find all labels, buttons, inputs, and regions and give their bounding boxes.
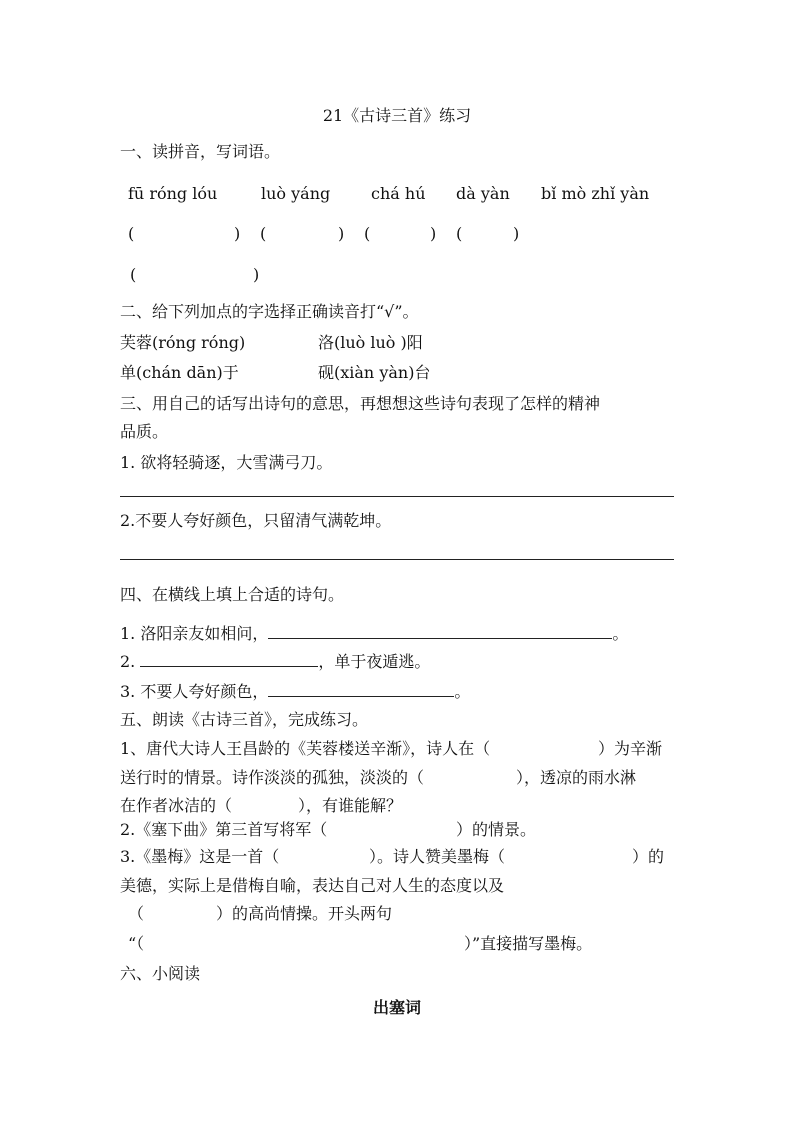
section-5-heading: 五、朗读《古诗三首》，完成练习。 [120, 710, 369, 729]
choice-luo: 洛(luò luò )阳 [318, 333, 423, 352]
fill-4-1-prefix: 1. 洛阳亲友如相问， [120, 624, 269, 643]
q5-2-a: 2.《塞下曲》第三首写将军（ [120, 820, 328, 839]
q5-1-line-3b: ），有谁能解？ [298, 796, 403, 815]
q5-2-b: ）的情景。 [456, 820, 537, 839]
q5-1-line-3a: 在作者冰洁的（ [120, 796, 233, 815]
pinyin-3: chá hú [371, 184, 426, 203]
answer-box-3-close: ) [430, 224, 437, 243]
fill-blank-4-2 [140, 651, 318, 667]
answer-box-5-close: ) [253, 265, 260, 284]
answer-box-3-open: ( [364, 224, 371, 243]
answer-box-2-close: ) [338, 224, 345, 243]
q5-3-line-3b: ）的高尚情操。开头两句 [216, 904, 393, 923]
fill-4-2-prefix: 2. [120, 652, 141, 671]
question-3-1: 1. 欲将轻骑逐，大雪满弓刀。 [120, 453, 333, 472]
answer-box-4-open: ( [456, 224, 463, 243]
q5-3-line-1a: 3.《墨梅》这是一首（ [120, 847, 280, 866]
answer-line-3-1 [120, 496, 674, 497]
choice-rong: 芙蓉(róng róng) [120, 333, 246, 352]
q5-1-line-2a: 送行时的情景。诗作淡淡的孤独，淡淡的（ [120, 768, 425, 787]
pinyin-1: fū róng lóu [128, 184, 218, 203]
fill-4-3-prefix: 3. 不要人夸好颜色， [120, 682, 269, 701]
choice-chan: 单(chán dān)于 [120, 363, 239, 382]
fill-4-1-suffix: 。 [612, 624, 629, 643]
fill-line-4-2 [120, 651, 430, 672]
q5-3-line-2: 美德，实际上是借梅自喻，表达自己对人生的态度以及 [120, 876, 505, 895]
q5-3-line-1b: ）。诗人赞美墨梅（ [369, 847, 506, 866]
choice-yan: 砚(xiàn yàn)台 [318, 363, 431, 382]
page-title: 21《古诗三首》练习 [322, 106, 472, 125]
pinyin-5: bǐ mò zhǐ yàn [541, 184, 650, 203]
fill-4-3-suffix: 。 [454, 682, 471, 701]
section-1-heading: 一、读拼音，写词语。 [120, 142, 281, 161]
q5-3-line-3a: （ [128, 904, 145, 923]
answer-box-1-open: ( [128, 224, 135, 243]
q5-1-line-1a: 1、唐代大诗人王昌龄的《芙蓉楼送辛渐》，诗人在（ [120, 739, 491, 758]
q5-1-line-1b: ）为辛渐 [598, 739, 663, 758]
answer-box-4-close: ) [513, 224, 520, 243]
fill-4-2-suffix: ，单于夜遁逃。 [318, 652, 431, 671]
section-3-heading-line-2: 品质。 [120, 422, 169, 441]
answer-box-2-open: ( [260, 224, 267, 243]
poem-title: 出塞词 [372, 998, 421, 1017]
section-3-heading-line-1: 三、用自己的话写出诗句的意思，再想想这些诗句表现了怎样的精神 [120, 394, 601, 413]
section-2-heading: 二、给下列加点的字选择正确读音打“√”。 [120, 302, 419, 321]
answer-box-1-close: ) [234, 224, 241, 243]
q5-3-line-4b: ）”直接描写墨梅。 [464, 934, 593, 953]
answer-box-5-open: ( [130, 265, 137, 284]
q5-3-line-4a: “（ [128, 934, 145, 953]
q5-3-line-1c: ）的 [632, 847, 665, 866]
fill-blank-4-1 [268, 623, 612, 639]
section-4-heading: 四、在横线上填上合适的诗句。 [120, 585, 345, 604]
pinyin-4: dà yàn [456, 184, 510, 203]
question-3-2: 2.不要人夸好颜色，只留清气满乾坤。 [120, 511, 392, 530]
fill-blank-4-3 [268, 681, 454, 697]
fill-line-4-1 [120, 623, 628, 644]
q5-1-line-2b: ），透凉的雨水淋 [516, 768, 637, 787]
pinyin-2: luò yáng [261, 184, 331, 203]
answer-line-3-2 [120, 559, 674, 560]
section-6-heading: 六、小阅读 [120, 964, 201, 983]
fill-line-4-3 [120, 681, 470, 702]
